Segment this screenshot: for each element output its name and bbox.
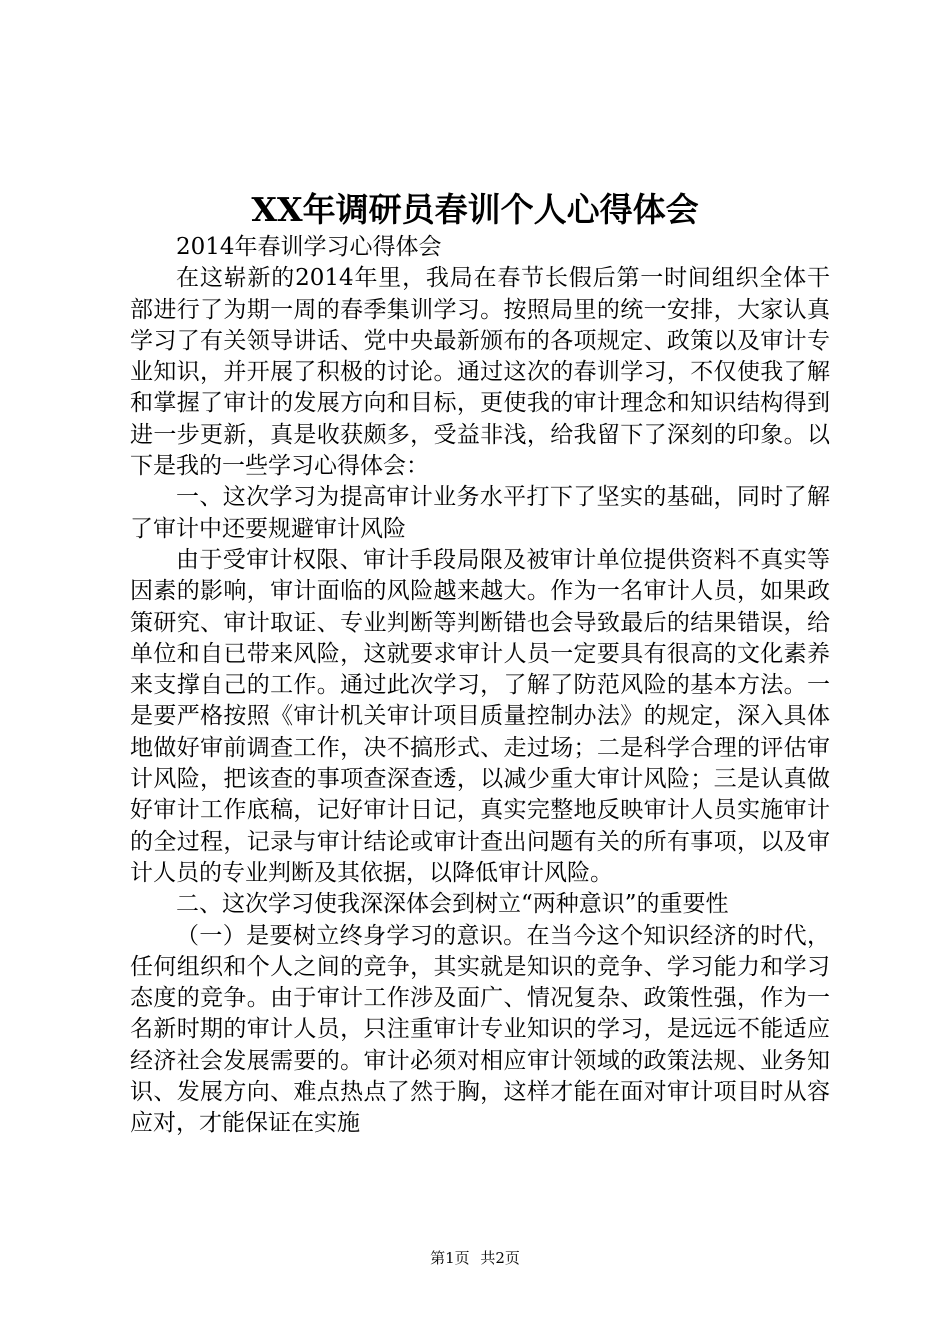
section-heading-one: 一、这次学习为提高审计业务水平打下了坚实的基础，同时了解了审计中还要规避审计风险: [130, 484, 830, 542]
page-number: 第1页: [430, 1249, 470, 1267]
page-footer: [0, 1248, 950, 1268]
section-heading-two: 二、这次学习使我深深体会到树立“两种意识”的重要性: [176, 891, 729, 918]
page-total: 共2页: [480, 1249, 520, 1267]
section-one-paragraph: 由于受审计权限、审计手段局限及被审计单位提供资料不真实等因素的影响，审计面临的风险越来越大。作为一名审计人员，如果政策研究、审计取证、专业判断等判断错也会导致最后的结果错误，给单位和自已带来风险，这就要求审计人员一定要具有很高的文化素养来支撑自己的工作。通过此次学习，了解了防范风险的基本方法。一是要严格按照《审计机关审计项目质量控制办法》的规定，深入具体地做好审前调查工作，决不搞形式、走过场；二是科学合理的评估审计风险，把该查的事项查深查透，以减少重大审计风险；三是认真做好审计工作底稿，记好审计日记，真实完整地反映审计人员实施审计的全过程，记录与审计结论或审计查出问题有关的所有事项，以及审计人员的专业判断及其依据，以降低审计风险。: [130, 546, 830, 886]
document-body: [130, 232, 830, 1140]
section-two-paragraph: （一）是要树立终身学习的意识。在当今这个知识经济的时代，任何组织和个人之间的竞争，其实就是知识的竞争、学习能力和学习态度的竞争。由于审计工作涉及面广、情况复杂、政策性强，作为一名新时期的审计人员，只注重审计专业知识的学习，是远远不能适应经济社会发展需要的。审计必须对相应审计领域的政策法规、业务知识、发展方向、难点热点了然于胸，这样才能在面对审计项目时从容应对，才能保证在实施: [130, 922, 830, 1137]
intro-paragraph: 在这崭新的2014年里，我局在春节长假后第一时间组织全体干部进行了为期一周的春季集训学习。按照局里的统一安排，大家认真学习了有关领导讲话、党中央最新颁布的各项规定、政策以及审计专业知识，并开展了积极的讨论。通过这次的春训学习，不仅使我了解和掌握了审计的发展方向和目标，更使我的审计理念和知识结构得到进一步更新，真是收获颇多，受益非浅，给我留下了深刻的印象。以下是我的一些学习心得体会：: [130, 265, 830, 480]
document-title: XX年调研员春训个人心得体会: [251, 190, 699, 229]
subtitle-paragraph: 2014年春训学习心得体会: [176, 234, 442, 260]
